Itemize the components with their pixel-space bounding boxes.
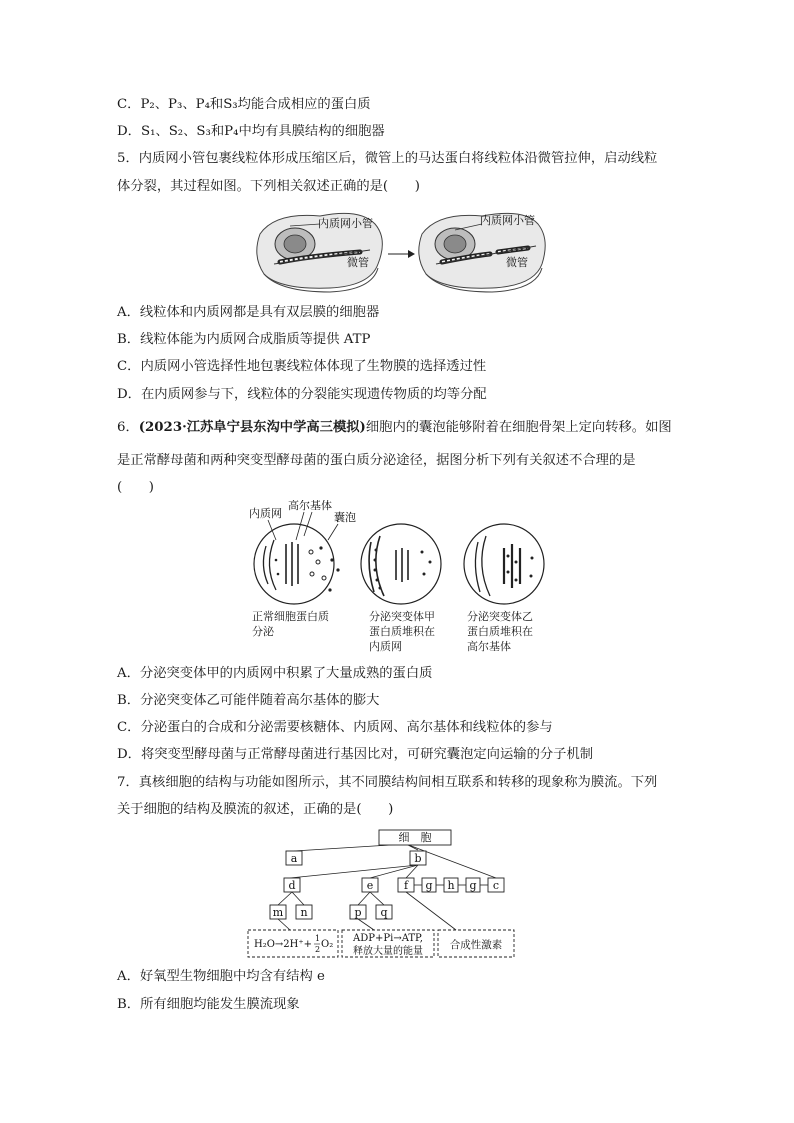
func3: 合成性激素 — [449, 939, 503, 951]
q6-option-a: A．分泌突变体甲的内质网中积累了大量成熟的蛋白质 — [117, 666, 433, 681]
func1-frac-num: 1 — [315, 934, 321, 943]
node-a: a — [290, 852, 298, 865]
func2-line1: ADP+Pi→ATP, — [353, 933, 423, 944]
q7-option-b: B．所有细胞均能发生膜流现象 — [117, 997, 300, 1012]
q6-source: (2023·江苏阜宁县东沟中学高三模拟) — [138, 420, 366, 435]
caption-mutant-a-line1: 分泌突变体甲 — [369, 610, 435, 623]
q7-option-a: A．好氧型生物细胞中均含有结构 e — [117, 969, 325, 984]
node-m: m — [272, 906, 284, 919]
node-e: e — [366, 879, 374, 892]
label-er-left: 内质网小管 — [318, 217, 373, 230]
q6-option-b: B．分泌突变体乙可能伴随着高尔基体的膨大 — [117, 693, 380, 708]
q6-secretion-pathway-figure — [246, 500, 546, 610]
cell-before-illustration — [257, 213, 383, 292]
q4-option-d: D．S₁、S₂、S₃和P₄中均有具膜结构的细胞器 — [117, 124, 385, 139]
cell-after-illustration — [419, 213, 545, 292]
func1-frac-den: 2 — [315, 945, 321, 954]
mutant-b-cell-illustration — [464, 524, 544, 604]
q5-mitochondria-fission-figure — [250, 204, 550, 294]
node-p: p — [354, 906, 362, 919]
node-n: n — [300, 906, 308, 919]
q5-stem-line2: 体分裂，其过程如图。下列相关叙述正确的是( ) — [117, 179, 420, 194]
node-h: h — [447, 879, 455, 892]
caption-mutant-b — [467, 609, 533, 654]
node-b: b — [414, 852, 422, 865]
node-q: q — [380, 906, 388, 919]
q4-option-c: C．P₂、P₃、P₄和S₃均能合成相应的蛋白质 — [117, 97, 371, 112]
q6-stem-rest: 细胞内的囊泡能够附着在细胞骨架上定向转移。如图 — [365, 420, 672, 435]
node-c: c — [492, 879, 500, 892]
func1-prefix: H₂O→2H⁺+ — [254, 939, 313, 950]
q6-stem-line3: ( ) — [117, 480, 154, 495]
q5-stem-line1: 5．内质网小管包裹线粒体形成压缩区后，微管上的马达蛋白将线粒体沿微管拉伸，启动线粒 — [117, 151, 658, 166]
process-arrow-icon — [388, 250, 415, 258]
q5-option-b: B．线粒体能为内质网合成脂质等提供 ATP — [117, 332, 371, 347]
q7-cell-structure-tree — [246, 826, 520, 958]
node-f: f — [403, 879, 409, 892]
node-d: d — [288, 879, 296, 892]
caption-mutant-b-line1: 分泌突变体乙 — [467, 610, 533, 623]
q6-option-c: C．分泌蛋白的合成和分泌需要核糖体、内质网、高尔基体和线粒体的参与 — [117, 720, 553, 735]
caption-normal-line2: 分泌 — [252, 625, 274, 638]
label-golgi: 高尔基体 — [288, 500, 332, 512]
label-mt-right: 微管 — [506, 256, 528, 269]
q7-stem-line2: 关于细胞的结构及膜流的叙述，正确的是( ) — [117, 802, 394, 817]
mutant-a-cell-illustration — [361, 524, 441, 604]
label-er: 内质网 — [249, 507, 282, 520]
tree-root: 细 胞 — [398, 831, 432, 844]
func1-suffix: O₂ — [321, 939, 334, 950]
caption-normal-line1: 正常细胞蛋白质 — [252, 610, 329, 623]
q5-option-a: A．线粒体和内质网都是具有双层膜的细胞器 — [117, 305, 380, 320]
node-g2: g — [469, 879, 477, 892]
caption-mutant-a-line2: 蛋白质堆积在 — [369, 625, 435, 638]
q6-option-d: D．将突变型酵母菌与正常酵母菌进行基因比对，可研究囊泡定向运输的分子机制 — [117, 747, 594, 762]
q6-stem-line1 — [117, 419, 672, 437]
label-er-right: 内质网小管 — [480, 214, 535, 227]
q5-option-d: D．在内质网参与下，线粒体的分裂能实现遗传物质的均等分配 — [117, 387, 487, 402]
caption-mutant-b-line3: 高尔基体 — [467, 640, 511, 653]
label-vesicle: 囊泡 — [334, 511, 356, 524]
func2-line2: 释放大量的能量 — [353, 946, 423, 957]
caption-mutant-b-line2: 蛋白质堆积在 — [467, 625, 533, 638]
label-mt-left: 微管 — [347, 256, 369, 269]
caption-normal-cell — [252, 609, 329, 639]
q7-stem-line1: 7．真核细胞的结构与功能如图所示，其不同膜结构间相互联系和转移的现象称为膜流。下列 — [117, 775, 658, 790]
node-g1: g — [425, 879, 433, 892]
caption-mutant-a-line3: 内质网 — [369, 640, 402, 653]
q6-stem-line2: 是正常酵母菌和两种突变型酵母菌的蛋白质分泌途径，据图分析下列有关叙述不合理的是 — [117, 453, 636, 468]
caption-mutant-a — [369, 609, 435, 654]
q5-option-c: C．内质网小管选择性地包裹线粒体体现了生物膜的选择透过性 — [117, 359, 487, 374]
q6-number: 6． — [117, 420, 139, 435]
